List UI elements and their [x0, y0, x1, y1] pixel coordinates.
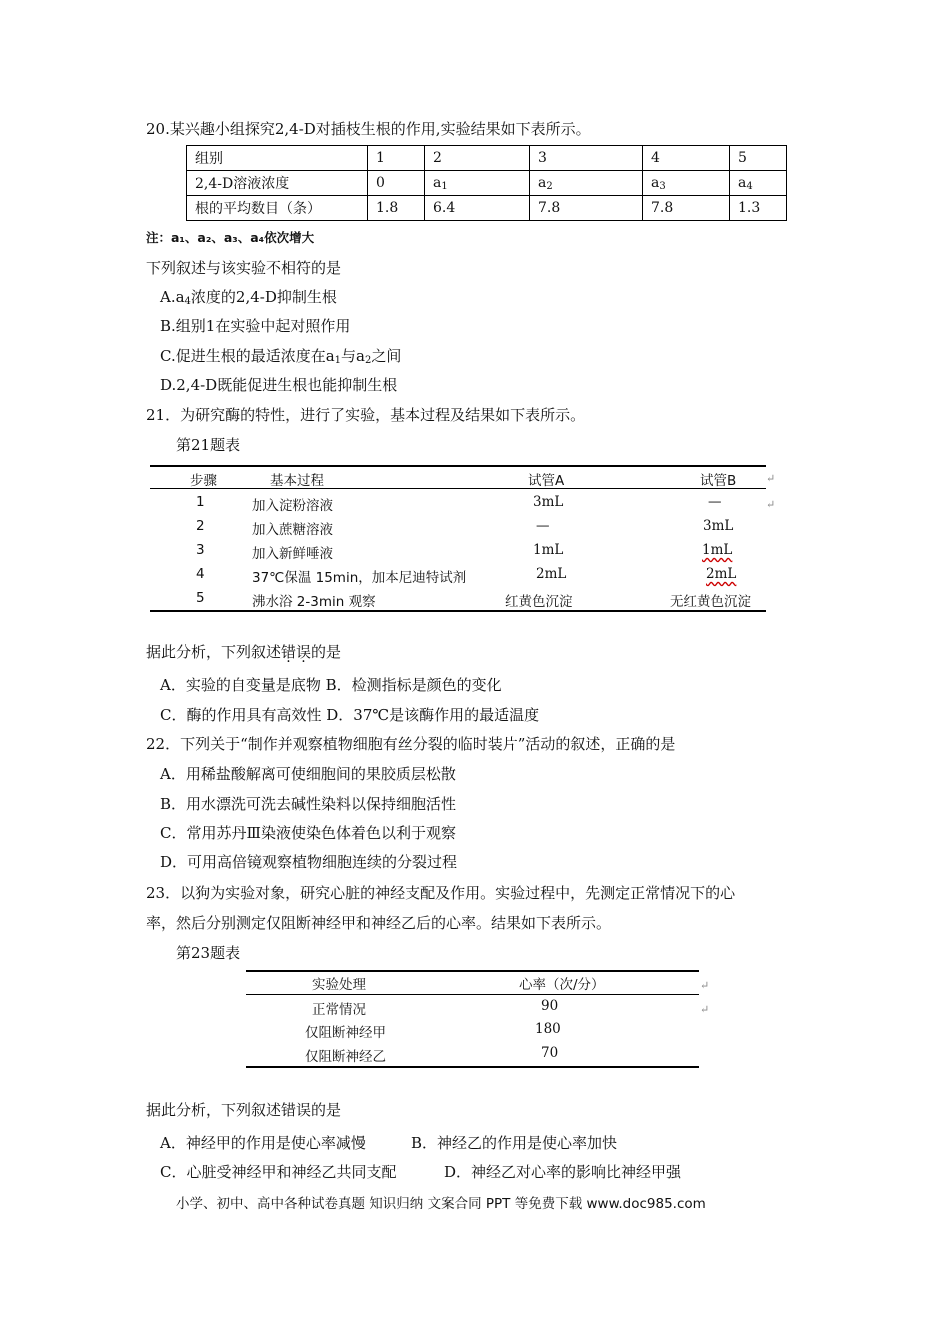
paragraph-mark-icon: ↵ — [700, 1003, 710, 1016]
q21-cell: 37℃保温 15min，加本尼迪特试剂 — [252, 570, 467, 586]
q20-option-c: C.促进生根的最适浓度在$a_1$与$a_2$之间 — [160, 347, 402, 366]
q21-table-top-rule — [150, 465, 766, 467]
q20-question: 下列叙述与该实验不相符的是 — [146, 259, 342, 277]
q20-cell: 1 — [368, 146, 425, 171]
paragraph-mark-icon: ↵ — [766, 498, 776, 511]
q23-cell: 仅阻断神经乙 — [305, 1049, 386, 1065]
paragraph-mark-icon: ↵ — [766, 472, 776, 485]
q20-cell: 1.8 — [368, 196, 425, 221]
q21-stem: 21．为研究酶的特性，进行了实验，基本过程及结果如下表所示。 — [146, 406, 586, 424]
q21-options-line2: C．酶的作用具有高效性 D．37℃是该酶作用的最适温度 — [160, 706, 540, 724]
q22-option-d: D．可用高倍镜观察植物细胞连续的分裂过程 — [160, 853, 458, 871]
table-row — [187, 146, 787, 171]
q21-options-line1: A．实验的自变量是底物 B．检测指标是颜色的变化 — [160, 676, 502, 694]
q23-table-header-rule — [246, 994, 699, 995]
q21-table-header-rule — [150, 488, 766, 489]
q21-question: 据此分析，下列叙述错误的是 — [146, 643, 342, 661]
q23-header: 心率（次/分） — [519, 977, 605, 993]
q21-cell: 3mL — [533, 494, 564, 510]
q21-cell: 4 — [196, 566, 205, 582]
q21-cell: 1 — [196, 494, 205, 510]
q21-cell: 2 — [196, 518, 205, 534]
q21-cell: — — [536, 518, 550, 534]
q21-cell: 3mL — [703, 518, 734, 534]
q21-cell: 加入淀粉溶液 — [252, 498, 333, 514]
q23-question: 据此分析，下列叙述错误的是 — [146, 1101, 342, 1119]
q20-cell: 5 — [730, 146, 787, 171]
q22-option-b: B．用水漂洗可洗去碱性染料以保持细胞活性 — [160, 795, 457, 813]
q20-cell: $a_3$ — [643, 171, 730, 196]
q21-cell: — — [708, 494, 722, 510]
q20-cell: $a_1$ — [425, 171, 530, 196]
q20-cell: 2,4-D溶液浓度 — [187, 171, 368, 196]
q21-cell: 红黄色沉淀 — [505, 594, 573, 610]
q23-cell: 90 — [541, 998, 559, 1014]
q23-option-b: B．神经乙的作用是使心率加快 — [411, 1134, 618, 1152]
q21-cell: 2mL — [706, 566, 737, 582]
q23-cell: 仅阻断神经甲 — [305, 1025, 386, 1041]
q21-cell: 1mL — [533, 542, 564, 558]
q21-table-bottom-rule — [150, 610, 766, 612]
q21-cell: 3 — [196, 542, 205, 558]
q20-cell: 组别 — [187, 146, 368, 171]
q20-stem: 20.某兴趣小组探究2,4-D对插枝生根的作用,实验结果如下表所示。 — [146, 120, 591, 138]
table-row — [187, 171, 787, 196]
q20-cell: 3 — [530, 146, 643, 171]
q22-option-a: A．用稀盐酸解离可使细胞间的果胶质层松散 — [160, 765, 456, 783]
q20-option-b: B.组别1在实验中起对照作用 — [160, 317, 351, 335]
q23-header: 实验处理 — [312, 977, 366, 993]
q23-table-bottom-rule — [246, 1066, 699, 1068]
q21-caption: 第21题表 — [176, 436, 241, 454]
q21-cell: 2mL — [536, 566, 567, 582]
q20-cell: 0 — [368, 171, 425, 196]
paragraph-mark-icon: ↵ — [700, 979, 710, 992]
q20-cell: 7.8 — [643, 196, 730, 221]
q20-option-d: D.2,4-D既能促进生根也能抑制生根 — [160, 376, 398, 394]
q23-cell: 180 — [535, 1021, 561, 1037]
q23-option-a: A．神经甲的作用是使心率减慢 — [160, 1134, 366, 1152]
q20-cell: $a_2$ — [530, 171, 643, 196]
q21-cell: 5 — [196, 590, 205, 606]
q21-cell: 无红黄色沉淀 — [670, 594, 751, 610]
q22-option-c: C．常用苏丹Ⅲ染液使染色体着色以利于观察 — [160, 824, 456, 842]
q23-stem-line1: 23．以狗为实验对象，研究心脏的神经支配及作用。实验过程中，先测定正常情况下的心 — [146, 884, 736, 902]
table-row — [187, 196, 787, 221]
q20-table — [186, 145, 787, 221]
q23-cell: 70 — [541, 1045, 559, 1061]
q23-option-c: C．心脏受神经甲和神经乙共同支配 — [160, 1163, 397, 1181]
q23-option-d: D．神经乙对心率的影响比神经甲强 — [444, 1163, 682, 1181]
q21-cell: 加入新鲜唾液 — [252, 546, 333, 562]
q20-note: 注：a₁、a₂、a₃、a₄依次增大 — [146, 230, 315, 245]
q21-header: 试管A — [528, 473, 565, 489]
q21-cell: 沸水浴 2-3min 观察 — [252, 594, 376, 610]
q23-caption: 第23题表 — [176, 944, 241, 962]
q20-cell: $a_4$ — [730, 171, 787, 196]
q21-cell: 1mL — [702, 542, 733, 558]
q21-header: 步骤 — [190, 473, 217, 489]
q20-option-a: $A.a_4$浓度的2,4-D抑制生根 — [160, 288, 337, 307]
q23-cell: 正常情况 — [312, 1002, 366, 1018]
q23-stem-line2: 率，然后分别测定仅阻断神经甲和神经乙后的心率。结果如下表所示。 — [146, 914, 612, 932]
q21-cell: 加入蔗糖溶液 — [252, 522, 333, 538]
q20-cell: 2 — [425, 146, 530, 171]
q20-cell: 1.3 — [730, 196, 787, 221]
q22-stem: 22．下列关于“制作并观察植物细胞有丝分裂的临时装片”活动的叙述，正确的是 — [146, 735, 676, 753]
q20-cell: 根的平均数目（条） — [187, 196, 368, 221]
q23-table-top-rule — [246, 970, 699, 972]
q20-cell: 6.4 — [425, 196, 530, 221]
q20-cell: 4 — [643, 146, 730, 171]
footer-text: 小学、初中、高中各种试卷真题 知识归纳 文案合同 PPT 等免费下载 www.doc985.com — [176, 1196, 706, 1212]
q21-header: 试管B — [700, 473, 737, 489]
q20-cell: 7.8 — [530, 196, 643, 221]
q21-header: 基本过程 — [270, 473, 324, 489]
